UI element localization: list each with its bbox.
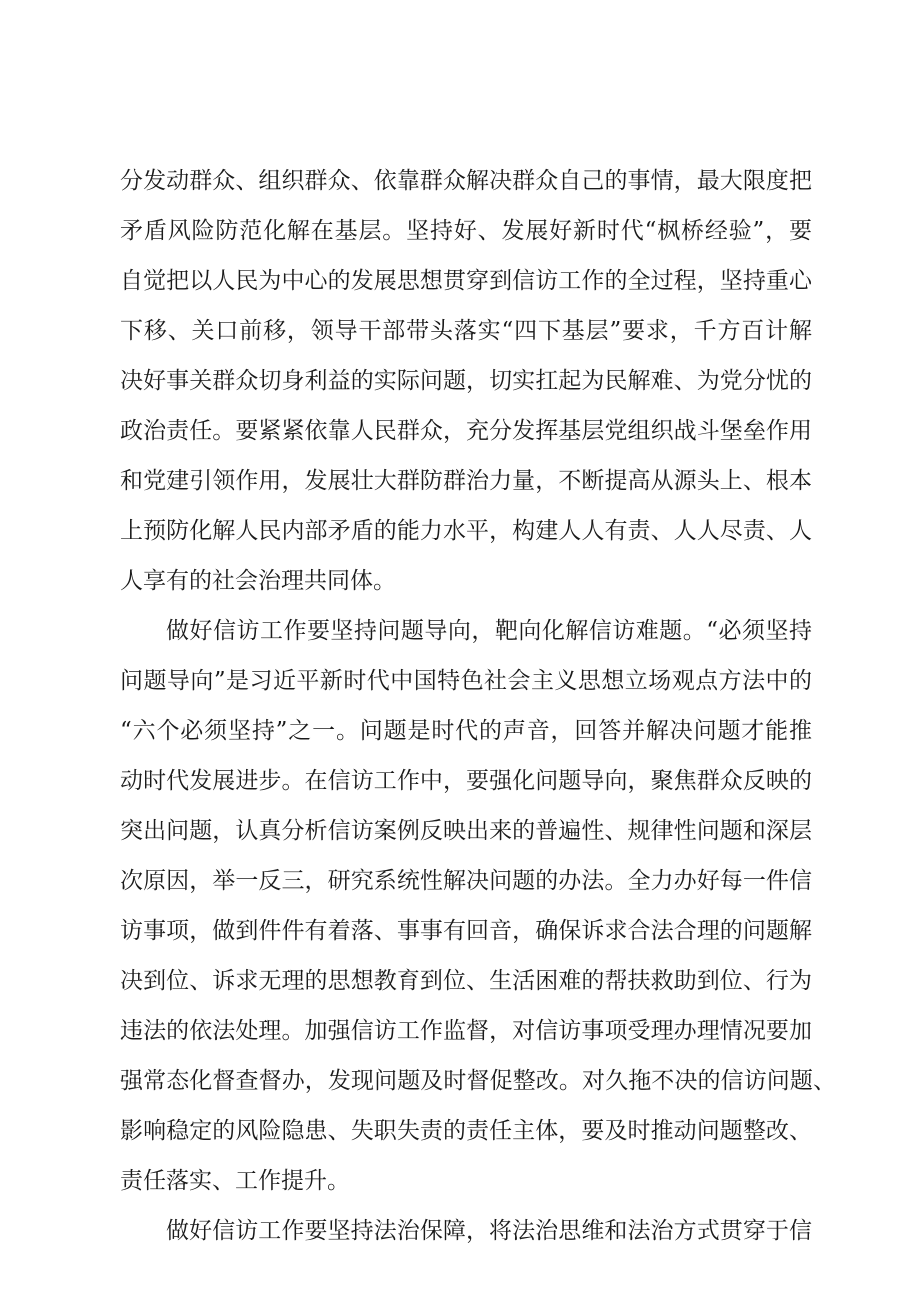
text-line: 违法的依法处理。加强信访工作监督，对信访事项受理办理情况要加 xyxy=(120,1018,812,1044)
text-line: 上预防化解人民内部矛盾的能力水平，构建人人有责、人人尽责、人 xyxy=(120,518,812,544)
text-line: 强常态化督查督办，发现问题及时督促整改。对久拖不决的信访问题、 xyxy=(120,1068,836,1094)
text-line: 决到位、诉求无理的思想教育到位、生活困难的帮扶救助到位、行为 xyxy=(120,968,812,994)
text-line: 人享有的社会治理共同体。 xyxy=(120,568,396,594)
text-line: 和党建引领作用，发展壮大群防群治力量，不断提高从源头上、根本 xyxy=(120,468,812,494)
text-line: 矛盾风险防范化解在基层。坚持好、发展好新时代“枫桥经验”，要 xyxy=(120,218,812,244)
text-line: 影响稳定的风险隐患、失职失责的责任主体，要及时推动问题整改、 xyxy=(120,1118,812,1144)
text-line: 政治责任。要紧紧依靠人民群众，充分发挥基层党组织战斗堡垒作用 xyxy=(120,418,812,444)
text-line: 做好信访工作要坚持问题导向，靶向化解信访难题。“必须坚持 xyxy=(166,618,812,644)
text-line: 突出问题，认真分析信访案例反映出来的普遍性、规律性问题和深层 xyxy=(120,818,812,844)
text-line: “六个必须坚持”之一。问题是时代的声音，回答并解决问题才能推 xyxy=(120,718,812,744)
text-line: 分发动群众、组织群众、依靠群众解决群众自己的事情，最大限度把 xyxy=(120,168,812,194)
text-line: 访事项，做到件件有着落、事事有回音，确保诉求合法合理的问题解 xyxy=(120,918,812,944)
text-line: 动时代发展进步。在信访工作中，要强化问题导向，聚焦群众反映的 xyxy=(120,768,812,794)
text-line: 做好信访工作要坚持法治保障，将法治思维和法治方式贯穿于信 xyxy=(166,1218,812,1244)
text-line: 自觉把以人民为中心的发展思想贯穿到信访工作的全过程，坚持重心 xyxy=(120,268,812,294)
text-line: 次原因，举一反三，研究系统性解决问题的办法。全力办好每一件信 xyxy=(120,868,812,894)
text-line: 下移、关口前移，领导干部带头落实“四下基层”要求，千方百计解 xyxy=(120,318,812,344)
text-line: 问题导向”是习近平新时代中国特色社会主义思想立场观点方法中的 xyxy=(120,668,812,694)
text-line: 决好事关群众切身利益的实际问题，切实扛起为民解难、为党分忧的 xyxy=(120,368,812,394)
text-line: 责任落实、工作提升。 xyxy=(120,1168,350,1194)
